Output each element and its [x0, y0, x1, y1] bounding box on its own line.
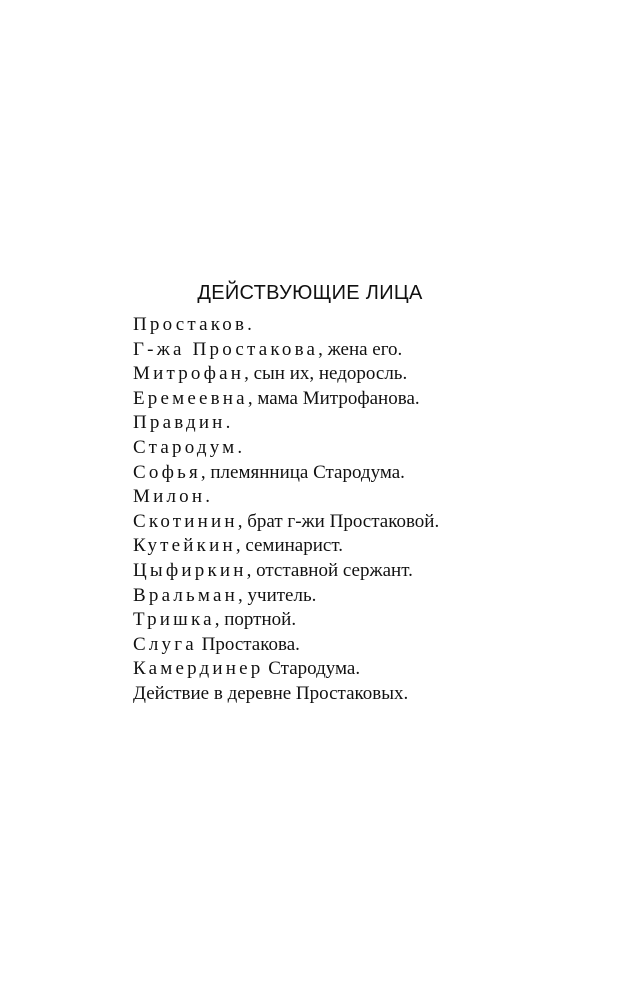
cast-name: Софья [133, 461, 201, 483]
cast-description: , жена его. [318, 338, 403, 360]
cast-description: , отставной сержант. [246, 559, 413, 581]
cast-description: . [237, 436, 243, 458]
cast-item [133, 485, 603, 510]
cast-description: , портной. [214, 609, 297, 631]
cast-item [133, 362, 603, 387]
cast-name: Камердинер [133, 658, 264, 680]
cast-description: . [205, 486, 210, 508]
cast-description: , мама Митрофанова. [247, 387, 420, 409]
cast-item [133, 633, 603, 658]
cast-name: Скотинин [133, 510, 238, 532]
cast-item [133, 313, 603, 338]
cast-item [133, 559, 603, 584]
cast-item [133, 461, 603, 486]
cast-name: Тришка [133, 609, 215, 631]
cast-name: Митрофан [133, 363, 245, 385]
cast-description: , брат г-жи Простаковой. [237, 510, 440, 532]
cast-list [133, 313, 603, 707]
cast-description: , учитель. [238, 584, 317, 606]
cast-item [133, 608, 603, 633]
cast-item [133, 534, 603, 559]
cast-name: Еремеевна [133, 387, 248, 409]
cast-description: . [225, 412, 231, 434]
cast-description: Простакова. [196, 633, 300, 655]
cast-name: Г-жа Простакова [133, 338, 319, 360]
cast-item [133, 510, 603, 535]
cast-name: Правдин [133, 412, 226, 434]
cast-item [133, 584, 603, 609]
cast-name: Слуга [133, 633, 197, 655]
cast-description: , семинарист. [235, 535, 343, 557]
page-heading: ДЕЙСТВУЮЩИЕ ЛИЦА [197, 282, 423, 304]
cast-name: Простаков [133, 314, 248, 335]
cast-name: Цыфиркин [133, 559, 247, 581]
cast-name: Стародум [133, 436, 238, 458]
cast-item [133, 387, 603, 412]
cast-item [133, 436, 603, 461]
cast-name: Вральман [133, 584, 239, 606]
cast-description: . [247, 314, 252, 335]
cast-name: Милон [133, 486, 206, 508]
cast-item [133, 338, 603, 363]
cast-description: , племянница Стародума. [200, 461, 405, 483]
cast-description: , сын их, недоросль. [244, 363, 408, 385]
cast-item [133, 411, 603, 436]
cast-description: Стародума. [263, 658, 361, 680]
setting-line: Действие в деревне Простаковых. [133, 682, 409, 704]
cast-item [133, 657, 603, 682]
cast-name: Кутейкин [133, 535, 236, 557]
